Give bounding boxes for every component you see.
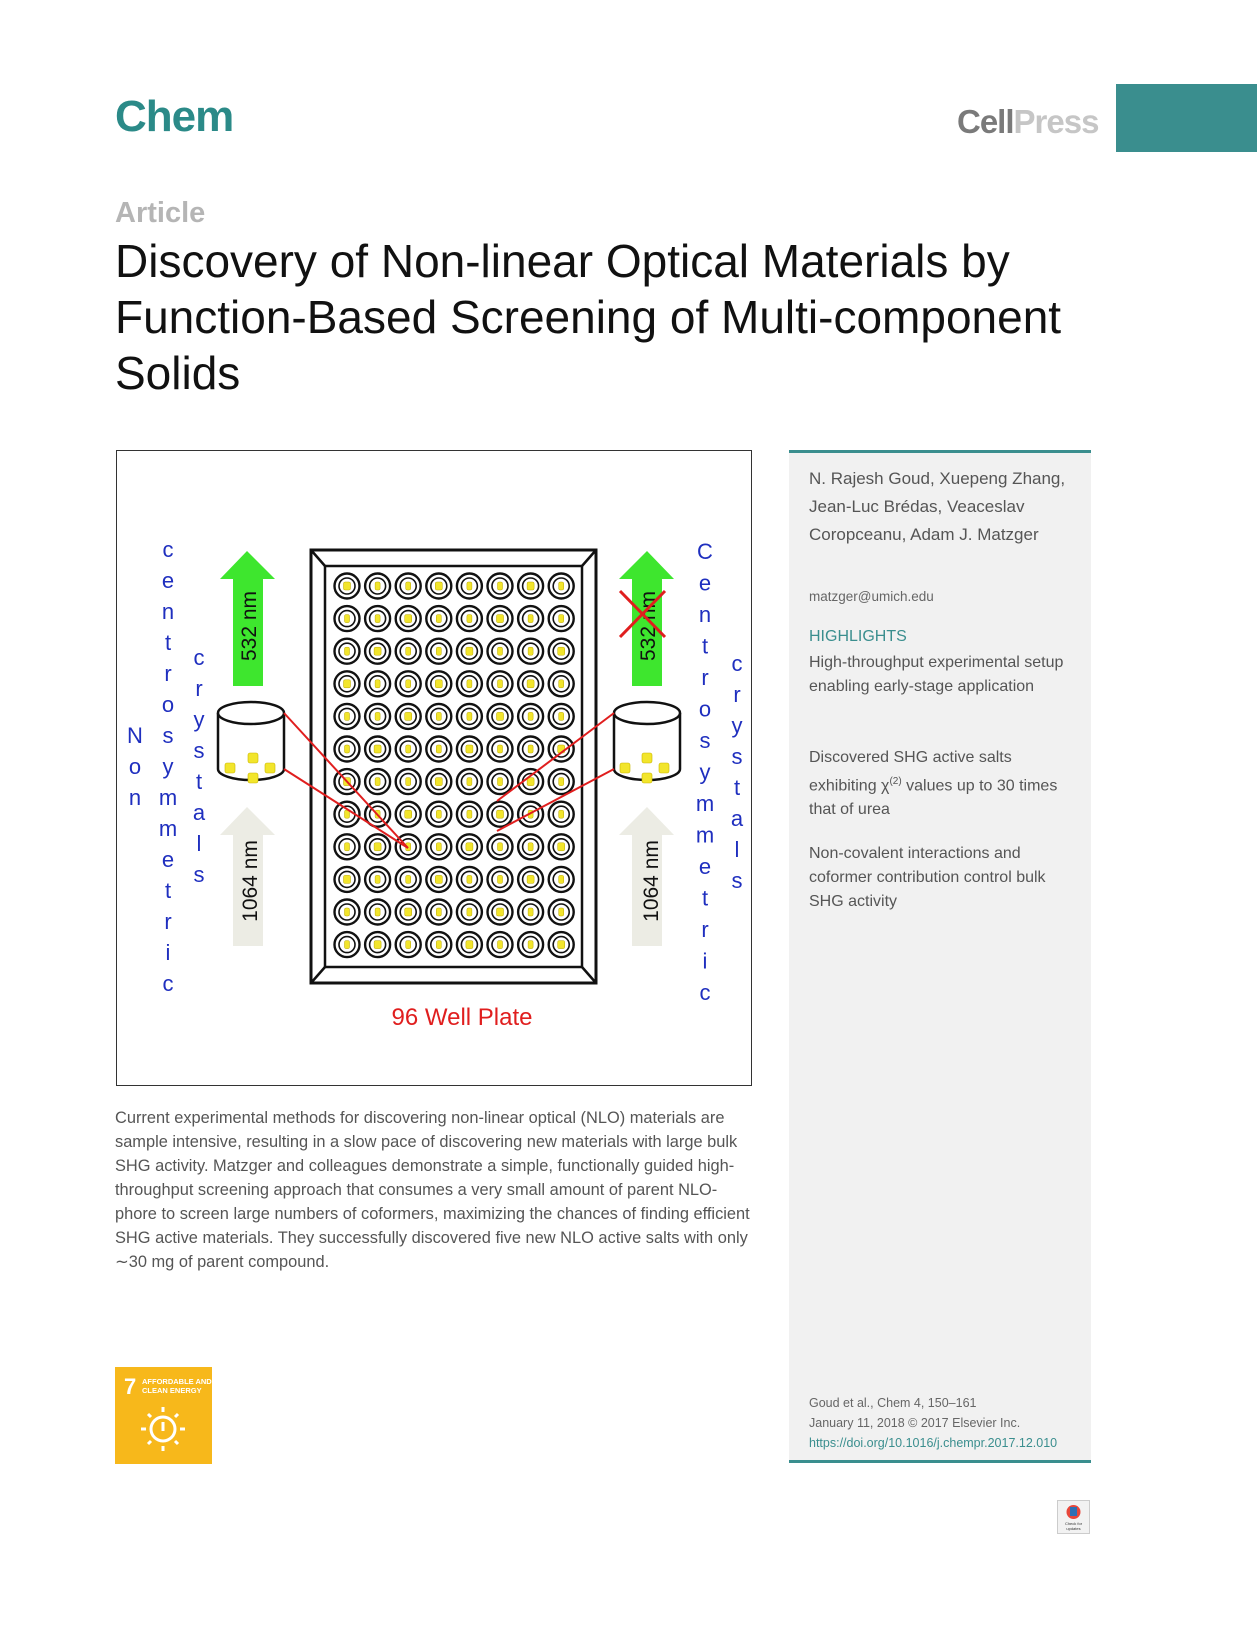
well xyxy=(488,671,513,696)
crystal xyxy=(374,941,381,949)
well xyxy=(426,867,451,892)
label-letter: e xyxy=(161,568,175,593)
label-letter: r xyxy=(733,682,741,707)
well xyxy=(396,606,421,631)
well xyxy=(549,834,574,859)
label-letter: a xyxy=(192,800,206,825)
right-grey-arrow-label: 1064 nm xyxy=(640,840,663,922)
label-letter: m xyxy=(695,822,715,848)
crystal xyxy=(498,843,503,851)
well xyxy=(396,900,421,925)
crystal xyxy=(435,582,442,590)
well-plate xyxy=(311,550,596,983)
label-letter: r xyxy=(164,909,172,934)
citation-block xyxy=(809,1393,1057,1453)
crystal xyxy=(466,941,473,949)
crystal xyxy=(435,680,442,688)
well xyxy=(365,574,390,599)
crystal xyxy=(345,712,350,720)
label-letter: t xyxy=(733,775,741,800)
right-grey-arrow xyxy=(619,807,674,946)
right-vial xyxy=(614,702,680,783)
crystal xyxy=(528,712,533,720)
well xyxy=(365,671,390,696)
well xyxy=(518,900,543,925)
well xyxy=(426,900,451,925)
crystal xyxy=(436,712,441,720)
crystal xyxy=(528,908,533,916)
crystal xyxy=(466,745,473,753)
crystal xyxy=(345,941,350,949)
well xyxy=(365,932,390,957)
well xyxy=(549,671,574,696)
crystal xyxy=(528,615,533,623)
crystal xyxy=(345,615,350,623)
authors: N. Rajesh Goud, Xuepeng Zhang, Jean-Luc Brédas, Veaceslav Coropceanu, Adam J. Matzger xyxy=(809,469,1066,544)
crystal xyxy=(498,941,503,949)
well xyxy=(518,574,543,599)
well xyxy=(488,704,513,729)
crystal xyxy=(559,615,564,623)
crystal xyxy=(406,778,411,786)
article-title: Discovery of Non-linear Optical Materials by Function-Based Screening of Multi-component Solids xyxy=(115,235,1062,399)
crystal xyxy=(498,680,503,688)
well xyxy=(457,704,482,729)
label-letter: l xyxy=(196,831,202,856)
well xyxy=(549,737,574,762)
well xyxy=(518,737,543,762)
well xyxy=(457,671,482,696)
well xyxy=(549,867,574,892)
highlight-text-a: Discovered SHG active salts exhibiting χ xyxy=(809,749,1012,795)
graphical-abstract-svg xyxy=(117,451,753,1087)
well xyxy=(457,802,482,827)
well xyxy=(426,737,451,762)
label-letter: l xyxy=(734,837,740,862)
label-letter: s xyxy=(731,868,743,893)
well xyxy=(549,802,574,827)
well xyxy=(457,737,482,762)
crystal xyxy=(558,941,565,949)
crystal xyxy=(406,875,411,883)
crystal xyxy=(375,712,380,720)
highlight-superscript: (2) xyxy=(889,776,902,787)
crystal xyxy=(498,875,503,883)
right-label-group xyxy=(696,539,744,1005)
well xyxy=(396,671,421,696)
well xyxy=(396,737,421,762)
highlight-item: High-throughput experimental setup enabling early-stage application xyxy=(809,654,1064,695)
crystal xyxy=(467,712,472,720)
crystal xyxy=(345,843,350,851)
label-letter: o xyxy=(128,754,142,779)
crystal xyxy=(375,875,380,883)
crystal xyxy=(497,810,504,818)
corresponding-email[interactable]: matzger@umich.edu xyxy=(809,589,934,604)
well xyxy=(396,802,421,827)
well xyxy=(365,606,390,631)
label-letter: t xyxy=(195,769,203,794)
well xyxy=(396,639,421,664)
left-green-arrow xyxy=(220,551,275,686)
right-green-arrow-label: 532 nm xyxy=(637,590,660,662)
publisher-logo-part1: Cell xyxy=(957,103,1014,140)
highlights-heading: HIGHLIGHTS xyxy=(809,628,907,645)
well xyxy=(396,769,421,794)
sdg-badge xyxy=(115,1367,212,1464)
crystal xyxy=(528,745,533,753)
crystal xyxy=(406,745,411,753)
well xyxy=(365,704,390,729)
label-letter: s xyxy=(162,723,174,748)
well xyxy=(518,834,543,859)
crystal xyxy=(559,582,564,590)
label-letter: i xyxy=(165,940,171,965)
check-for-updates-svg xyxy=(1058,1501,1089,1533)
crystal xyxy=(374,745,381,753)
label-letter: o xyxy=(698,696,712,722)
label-letter: s xyxy=(699,728,711,753)
crystal xyxy=(344,875,351,883)
left-label-col3 xyxy=(193,645,206,887)
label-letter: e xyxy=(698,570,712,596)
crystal xyxy=(436,843,441,851)
crystal xyxy=(435,778,442,786)
well xyxy=(365,769,390,794)
well xyxy=(335,704,360,729)
label-letter: e xyxy=(698,854,712,879)
crystal xyxy=(344,680,351,688)
well xyxy=(426,932,451,957)
journal-logo: Chem xyxy=(115,92,234,141)
well xyxy=(549,900,574,925)
citation-date: January 11, 2018 © 2017 Elsevier Inc. xyxy=(809,1416,1021,1430)
label-letter: r xyxy=(701,665,709,690)
well xyxy=(488,606,513,631)
crystal xyxy=(436,908,441,916)
crystal xyxy=(528,941,533,949)
crystal xyxy=(375,908,380,916)
crystal xyxy=(467,778,472,786)
crystal xyxy=(467,810,472,818)
well xyxy=(549,932,574,957)
crystal xyxy=(406,647,411,655)
sidebar xyxy=(789,450,1091,1463)
well xyxy=(365,867,390,892)
crystal xyxy=(406,680,411,688)
publisher-logo-part2: Press xyxy=(1013,103,1099,140)
well xyxy=(426,769,451,794)
crystal xyxy=(558,647,565,655)
label-letter: N xyxy=(127,723,143,748)
crystal xyxy=(528,843,533,851)
crystal xyxy=(559,778,564,786)
well xyxy=(365,900,390,925)
well xyxy=(549,769,574,794)
crystal xyxy=(405,908,412,916)
well xyxy=(365,737,390,762)
well xyxy=(518,704,543,729)
label-letter: c xyxy=(162,971,174,996)
well xyxy=(457,769,482,794)
crystal xyxy=(467,875,472,883)
well xyxy=(518,606,543,631)
label-letter: y xyxy=(193,707,205,732)
crystal xyxy=(374,843,381,851)
label-letter: o xyxy=(161,692,175,717)
crystal xyxy=(466,647,473,655)
crystal xyxy=(559,712,564,720)
crystal xyxy=(466,843,473,851)
highlight-text-b: values up to 30 times that of urea xyxy=(809,777,1058,819)
well xyxy=(549,639,574,664)
well xyxy=(426,671,451,696)
well xyxy=(335,671,360,696)
well xyxy=(549,606,574,631)
well xyxy=(457,932,482,957)
well xyxy=(457,867,482,892)
well xyxy=(426,639,451,664)
summary-text: Current experimental methods for discovering non-linear optical (NLO) materials are sample intensive, resulting in a slow pace of discovering new materials with large bulk SHG activity. Matzger and colleagues demonstrate a simple, functionally guided high-throughput screening approach that consumes a very small amount of parent NLO-phore to screen large numbers of coformers, maximizing the chances of finding efficient SHG active materials. They successfully discovered five new NLO active salts with only ∼30 mg of parent compound. xyxy=(115,1109,750,1271)
well xyxy=(488,900,513,925)
crystal xyxy=(435,875,442,883)
crystal xyxy=(527,582,534,590)
label-letter: c xyxy=(193,645,205,670)
citation-line: Goud et al., Chem 4, 150–161 xyxy=(809,1396,977,1410)
well xyxy=(426,704,451,729)
well xyxy=(488,802,513,827)
well xyxy=(518,639,543,664)
crystal xyxy=(405,712,412,720)
crystal xyxy=(436,647,441,655)
crystal xyxy=(344,582,351,590)
crystal xyxy=(345,647,350,655)
well xyxy=(335,867,360,892)
crystal xyxy=(436,615,441,623)
well xyxy=(549,704,574,729)
well xyxy=(396,867,421,892)
crystal xyxy=(497,615,504,623)
well xyxy=(335,737,360,762)
left-label-col1 xyxy=(127,723,143,810)
article-type: Article xyxy=(115,197,206,229)
well xyxy=(457,606,482,631)
highlight-item xyxy=(809,746,1079,822)
well xyxy=(335,606,360,631)
label-letter: t xyxy=(701,633,709,659)
crystal xyxy=(436,745,441,753)
sdg-badge-svg xyxy=(115,1367,212,1464)
check-updates-line2: updates xyxy=(1066,1526,1081,1531)
label-letter: c xyxy=(699,980,711,1005)
label-letter: i xyxy=(702,948,708,974)
well xyxy=(426,834,451,859)
sun-power-icon xyxy=(141,1407,185,1451)
well-plate-label: 96 Well Plate xyxy=(391,1004,533,1031)
well xyxy=(518,932,543,957)
well xyxy=(488,639,513,664)
crystal xyxy=(528,647,533,655)
label-letter: m xyxy=(158,785,178,810)
left-green-arrow-label: 532 nm xyxy=(238,590,261,662)
label-letter: c xyxy=(731,651,743,676)
crystal xyxy=(405,810,412,818)
left-grey-arrow-label: 1064 nm xyxy=(239,840,262,922)
left-label-col2 xyxy=(159,537,177,996)
crystal xyxy=(498,778,503,786)
crystal xyxy=(374,647,381,655)
right-label-col1 xyxy=(696,539,714,1005)
label-letter: m xyxy=(158,816,178,841)
label-letter: C xyxy=(697,539,713,564)
well xyxy=(365,639,390,664)
check-updates-line1: Check for xyxy=(1064,1521,1083,1526)
well xyxy=(335,574,360,599)
crystal xyxy=(559,908,564,916)
crystal xyxy=(375,615,380,623)
crystal xyxy=(497,712,504,720)
label-letter: s xyxy=(731,744,743,769)
doi-link[interactable]: https://doi.org/10.1016/j.chempr.2017.12.010 xyxy=(809,1436,1058,1450)
well xyxy=(488,574,513,599)
crystal xyxy=(559,810,564,818)
crystal xyxy=(559,680,564,688)
right-green-arrow xyxy=(619,551,674,686)
crystal xyxy=(345,745,350,753)
left-label-group xyxy=(127,537,206,996)
crystal xyxy=(467,582,472,590)
label-letter: t xyxy=(701,885,709,911)
label-letter: y xyxy=(699,759,711,785)
sdg-number: 7 xyxy=(124,1374,137,1399)
label-letter: e xyxy=(161,847,175,872)
well xyxy=(396,574,421,599)
check-for-updates-badge[interactable] xyxy=(1057,1500,1090,1534)
sdg-title-line1: AFFORDABLE AND xyxy=(142,1377,212,1386)
crystal xyxy=(498,582,503,590)
crystal xyxy=(558,843,565,851)
well xyxy=(426,606,451,631)
label-letter: s xyxy=(193,862,205,887)
crystal xyxy=(375,582,380,590)
crystal xyxy=(527,875,534,883)
well xyxy=(335,900,360,925)
crystal xyxy=(375,680,380,688)
left-vial xyxy=(218,702,284,783)
crystal xyxy=(559,875,564,883)
well xyxy=(518,867,543,892)
well xyxy=(396,704,421,729)
crystal xyxy=(375,778,380,786)
right-label-col2 xyxy=(731,651,744,893)
label-letter: n xyxy=(698,602,712,627)
crystal xyxy=(467,615,472,623)
label-letter: r xyxy=(164,661,172,686)
crystal xyxy=(498,745,503,753)
label-letter: s xyxy=(193,738,205,763)
well xyxy=(457,900,482,925)
crystal xyxy=(527,680,534,688)
corner-tab xyxy=(1116,84,1257,152)
well xyxy=(549,574,574,599)
label-letter: y xyxy=(162,754,174,779)
well xyxy=(488,737,513,762)
well xyxy=(457,574,482,599)
highlight-item: Non-covalent interactions and coformer contribution control bulk SHG activity xyxy=(809,845,1046,910)
crystal xyxy=(345,908,350,916)
crystal xyxy=(498,647,503,655)
well xyxy=(488,769,513,794)
well xyxy=(488,867,513,892)
label-letter: n xyxy=(128,785,142,810)
crystal xyxy=(405,615,412,623)
crystal xyxy=(406,582,411,590)
well xyxy=(488,932,513,957)
label-letter: r xyxy=(701,917,709,942)
well xyxy=(426,574,451,599)
label-letter: c xyxy=(162,537,174,562)
label-letter: t xyxy=(164,630,172,655)
well xyxy=(335,639,360,664)
well xyxy=(335,932,360,957)
well xyxy=(518,671,543,696)
crystal xyxy=(467,680,472,688)
label-letter: m xyxy=(695,791,715,816)
crystal xyxy=(497,908,504,916)
label-letter: a xyxy=(730,806,744,831)
label-letter: y xyxy=(731,713,743,738)
graphical-abstract xyxy=(116,450,752,1086)
label-letter: n xyxy=(161,599,175,624)
label-letter: r xyxy=(195,676,203,701)
publisher-logo xyxy=(957,103,1098,141)
well xyxy=(488,834,513,859)
well xyxy=(335,834,360,859)
well xyxy=(426,802,451,827)
label-letter: t xyxy=(164,878,172,903)
crystal xyxy=(406,941,411,949)
well xyxy=(457,834,482,859)
crystal xyxy=(436,941,441,949)
left-grey-arrow xyxy=(220,807,275,946)
sdg-title-line2: CLEAN ENERGY xyxy=(142,1386,202,1395)
crystal xyxy=(436,810,441,818)
crystal xyxy=(467,908,472,916)
well xyxy=(365,834,390,859)
well xyxy=(457,639,482,664)
well xyxy=(396,932,421,957)
